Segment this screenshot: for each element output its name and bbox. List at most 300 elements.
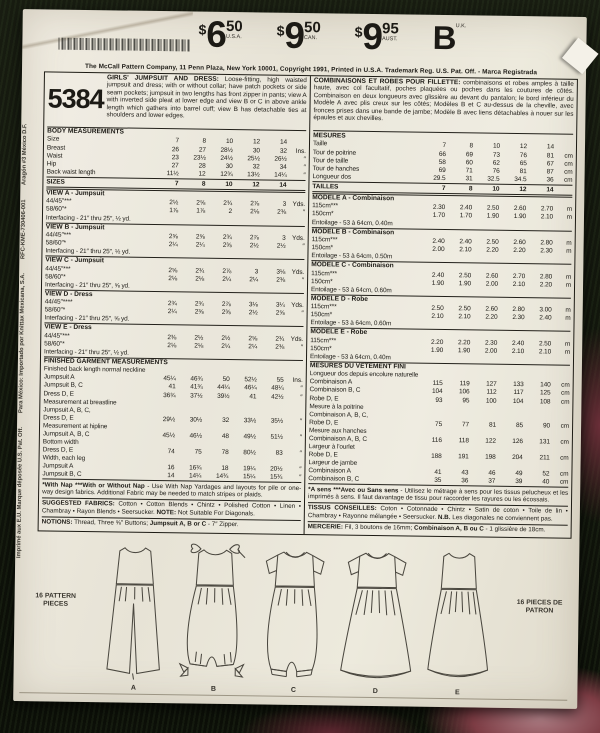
section-header: VIEW A - Jumpsuit <box>46 188 305 201</box>
row-value: 2⅛ <box>194 342 204 350</box>
row-value: 2 <box>228 208 233 216</box>
row-label: Tour de poitrine <box>312 148 357 157</box>
paragraph-text: Not Suitable For Diagonals. <box>176 509 255 518</box>
row-value: 77 <box>462 420 470 428</box>
section-header: VIEW D - Dress <box>45 289 304 302</box>
row-value: 2.50 <box>458 305 471 313</box>
row-unit: ″ <box>299 449 302 457</box>
row-value: 2.80 <box>539 272 553 281</box>
row-unit: cm <box>560 454 569 462</box>
row-value: 133 <box>513 381 524 389</box>
paragraph-text: - Utilisez le métrage à sens pour les tissus pelucheux et les imprimés à sens. Il faut davantage de tissu pour raccorder les rayures ou les écossais. <box>308 486 569 504</box>
row-label: Taille <box>312 140 328 148</box>
row-value: 27 <box>171 161 179 169</box>
row-value: 36 <box>546 176 554 184</box>
row-value: 122 <box>485 437 496 445</box>
price-cents: 95 <box>382 20 399 38</box>
row-value: 2.60 <box>513 238 526 247</box>
price-region: U.S.A. <box>225 33 242 41</box>
row-value: 7 <box>175 137 180 145</box>
french-tables <box>308 132 574 536</box>
row-value: 2.00 <box>432 245 445 254</box>
row-value: 42½ <box>271 393 284 401</box>
section-header: BODY MEASUREMENTS <box>47 127 125 136</box>
row-label: 115cm*** <box>310 336 337 345</box>
row-value: 66 <box>438 150 446 158</box>
row-unit: ″ <box>299 473 302 482</box>
pattern-envelope <box>13 9 587 709</box>
row-value: 33½ <box>243 416 257 425</box>
dollar-sign: $ <box>276 22 285 39</box>
row-value: 35 <box>434 476 442 484</box>
row-value: 69 <box>438 166 446 174</box>
row-value: 29½ <box>162 415 176 423</box>
row-unit: cm <box>560 438 569 446</box>
row-value: 36 <box>461 477 469 485</box>
row-label: Combinaison B, C <box>309 386 361 395</box>
row-value: 2¼ <box>167 308 177 316</box>
row-value: 2¾ <box>275 335 285 343</box>
row-value: 65 <box>519 159 527 167</box>
row-value: 2½ <box>276 242 286 250</box>
row-value: 2¾ <box>222 233 232 242</box>
row-label: 115cm*** <box>311 269 338 278</box>
row-value: 20½ <box>270 465 283 473</box>
row-value: 52 <box>542 470 550 478</box>
sketch-label-a: A <box>130 684 136 692</box>
description-lead: COMBINAISONS ET ROBES POUR FILLETTE: <box>313 77 461 87</box>
row-value: 23 <box>171 153 179 161</box>
row-label: Dress D, E <box>42 446 74 454</box>
row-value: 46 <box>488 469 496 477</box>
row-label: 58/60″* <box>45 239 67 247</box>
row-label: 150cm* <box>311 244 334 252</box>
row-value: 2.50 <box>431 304 444 313</box>
row-value: 2⅛ <box>195 275 205 283</box>
row-value: 2⅝ <box>196 199 206 208</box>
garment-sketch-c <box>256 542 332 695</box>
french-column <box>305 76 577 538</box>
row-value: 127 <box>486 380 497 389</box>
row-value: 34.5 <box>514 175 527 183</box>
row-value: 14 <box>279 139 288 147</box>
table-note: Largeur de jambe <box>308 459 358 467</box>
row-value: 12 <box>519 185 527 194</box>
section-header: VIEW C - Jumpsuit <box>45 256 304 269</box>
row-value: 10 <box>225 180 233 188</box>
row-value: 2⅝ <box>168 233 178 241</box>
row-value: 3 <box>254 267 259 275</box>
row-value: 2¾ <box>195 267 205 275</box>
section-header: VIEW E - Dress <box>44 323 303 336</box>
table-note: Measurement at breastline <box>43 398 117 407</box>
row-value: 39½ <box>217 392 230 400</box>
row-value: 12 <box>252 138 261 146</box>
table-note: Mesure à la poitrine <box>309 402 364 411</box>
row-value: 1.90 <box>513 213 527 221</box>
row-label: Tour de hanches <box>312 164 360 173</box>
footnote-paragraph <box>308 521 568 536</box>
row-value: 41 <box>434 468 442 476</box>
row-value: 3⅛ <box>248 301 258 309</box>
row-unit: cm <box>564 176 573 184</box>
row-value: 2½ <box>194 334 204 342</box>
row-label: Combinaison A <box>309 378 353 387</box>
row-label: Combinaison B, C <box>308 475 360 483</box>
row-label: 44/45″*** <box>45 231 72 239</box>
table-note: Width, each leg <box>42 454 86 462</box>
row-unit: m <box>564 340 571 348</box>
row-value: 67 <box>546 160 554 168</box>
row-value: 2.50 <box>486 204 500 213</box>
row-value: 126 <box>512 437 523 445</box>
row-value: 2.40 <box>459 204 473 212</box>
row-label: Combinaison A, B, C <box>308 434 368 443</box>
price-amount: 9 <box>284 14 304 57</box>
row-value: 31 <box>465 175 473 183</box>
copyright-line: The McCall Pattern Company, 11 Penn Plaza, New York 10001, Copyright 1991, Printed in U.S.A. Trademark Reg. U.S. Pat. Off. - Marca Registrada <box>85 62 538 77</box>
row-value: 2.50 <box>458 271 472 279</box>
row-value: 2⅞ <box>222 267 232 275</box>
row-label: Waist <box>46 152 63 160</box>
row-value: 52½ <box>244 376 257 384</box>
row-value: 104 <box>431 388 443 396</box>
row-value: 3¼ <box>275 301 285 309</box>
row-value: 1.90 <box>457 347 471 355</box>
row-value: 2.10 <box>458 313 471 321</box>
section-header: FINISHED GARMENT MEASUREMENTS <box>44 356 303 369</box>
row-value: 2.50 <box>486 238 499 246</box>
table-note: Interfacing - 21″ thru 25″, ⅝ yd. <box>44 281 130 290</box>
sketch-label-b: B <box>210 685 216 693</box>
row-value: 2¾ <box>167 300 177 308</box>
row-value: 11½ <box>166 169 179 178</box>
row-value: 26 <box>171 145 179 153</box>
row-value: 29.5 <box>433 174 446 182</box>
row-value: 2.40 <box>432 237 445 245</box>
table-note: Finished back length normal neckline <box>43 365 146 375</box>
row-value: 75 <box>435 420 443 428</box>
row-value: 16 <box>167 464 175 472</box>
row-value: 41 <box>249 392 257 400</box>
paragraph-text: - 7″ Zipper. <box>206 520 239 529</box>
row-value: 2.20 <box>457 338 471 347</box>
row-value: 35½ <box>270 417 284 425</box>
row-unit: cm <box>560 422 570 430</box>
row-value: 204 <box>512 453 523 461</box>
garment-figures <box>85 539 507 697</box>
row-value: 2.00 <box>484 347 498 355</box>
row-value: 2.80 <box>512 306 525 314</box>
price-amount: 9 <box>362 15 382 58</box>
dollar-sign: $ <box>198 21 207 38</box>
row-unit: ″ <box>299 465 302 473</box>
row-value: 112 <box>486 389 497 397</box>
sketch-label-e: E <box>454 689 460 697</box>
paragraph-text: Thread, Three ⅝″ Buttons; <box>72 519 150 528</box>
row-unit: Yds. <box>290 335 304 343</box>
row-value: 13½ <box>247 171 260 179</box>
row-value: 49½ <box>243 432 256 441</box>
row-value: 39 <box>515 478 523 486</box>
paragraph-text: Combinaison A, B ou C <box>414 524 484 533</box>
row-value: 34 <box>279 163 287 171</box>
row-unit: cm <box>560 398 570 406</box>
row-value: 69 <box>465 150 473 158</box>
row-unit: Yds. <box>292 201 306 209</box>
row-value: 2⅞ <box>250 200 260 208</box>
row-unit: cm <box>564 160 573 168</box>
table-note: Measurement at hipline <box>42 422 108 431</box>
row-value: 2.30 <box>484 339 498 347</box>
table-note: Entoilage - 53 à 64cm, 0.60m <box>310 285 392 295</box>
sketch-label-c: C <box>290 687 296 695</box>
row-unit: ″ <box>300 343 304 351</box>
row-value: 2⅜ <box>221 309 231 317</box>
sketch-label-d: D <box>372 688 378 696</box>
paragraph-text: NOTIONS: <box>41 518 73 527</box>
row-value: 46¾ <box>190 375 203 383</box>
row-value: 19¼ <box>243 465 256 473</box>
row-value: 2.70 <box>540 205 554 213</box>
row-unit: ″ <box>299 417 303 425</box>
row-value: 131 <box>539 438 550 446</box>
row-value: 108 <box>539 397 551 406</box>
row-value: 12¾ <box>220 170 233 178</box>
row-value: 10 <box>492 143 501 151</box>
garment-sketch-b <box>176 540 252 693</box>
row-value: 1.90 <box>431 279 445 287</box>
row-value: 80½ <box>243 449 256 457</box>
description-body: Loose-fitting, high waisted jumpsuit and dress; with or without collar; have patch pockets or side seam pockets; jumpsuit in two lengths has front zipper in pants; view A with inverted side pleat at lower edge and view B or C in above ankle length which gathers into barrel cuff; view B has detachable ties at shoulders and lower edges. <box>106 75 307 120</box>
row-value: 71 <box>465 166 473 175</box>
pattern-number: 5384 <box>47 83 104 115</box>
price-region: AUST. <box>381 36 398 43</box>
row-value: 2⅜ <box>194 308 204 316</box>
row-unit: m <box>565 273 572 281</box>
row-value: 75 <box>194 448 202 456</box>
row-label: 150cm* <box>311 277 333 286</box>
row-label: SIZES <box>46 178 65 186</box>
section-header: MODELE E - Robe <box>310 327 570 340</box>
row-value: 2⅝ <box>248 335 258 343</box>
row-unit: cm <box>559 470 569 478</box>
price-uk <box>432 18 467 57</box>
row-value: 30 <box>252 146 260 154</box>
row-value: 30½ <box>189 416 203 424</box>
row-value: 2.20 <box>486 246 499 254</box>
row-value: 60 <box>465 158 473 166</box>
row-value: 119 <box>459 380 470 388</box>
row-value: 15¼ <box>242 473 256 481</box>
barcode <box>58 38 190 52</box>
row-value: 12 <box>252 181 260 189</box>
row-value: 74 <box>167 447 175 456</box>
row-value: 46½ <box>189 432 202 440</box>
row-value: 40 <box>542 478 550 486</box>
row-value: 8 <box>201 180 206 188</box>
row-value: 2½ <box>248 309 258 317</box>
paragraph-text: - 1 glissière de 18cm. <box>483 525 546 534</box>
table-note: Longueur dos depuis encolure naturelle <box>309 370 419 379</box>
row-value: 1.70 <box>459 212 473 220</box>
paragraph-text: MERCERIE: <box>307 523 344 531</box>
description-body: combinaisons et robes amples à taille haute, avec col facultatif, poches plaquées ou poches dans les coutures de côtés. Combinaison en deux longueurs avec glissière au devant du pantalon; le bord inférieur du Modèle A avec plis creux sur les côtés; Modèles B et C au-dessus de la cheville, avec fronces prises dans une bande de jambe; Modèle B avec liens détachables à nouer sur les épaules et aux chevilles. <box>313 79 574 123</box>
row-value: 49 <box>515 469 523 478</box>
section-header: MODELE C - Combinaison <box>311 260 571 273</box>
table-note: Entoilage - 53 à 64cm, 0.60m <box>310 319 392 328</box>
side-imprint-segment: RFC-KME-730406-001 <box>20 199 28 259</box>
row-value: 2.60 <box>485 272 499 280</box>
row-label: 44/45″*** <box>46 197 72 206</box>
price-can <box>276 14 321 57</box>
row-label: Size <box>46 135 60 144</box>
row-value: 2.50 <box>538 340 552 348</box>
row-label: Dress D, E <box>43 389 74 398</box>
row-value: 2⅜ <box>275 343 285 351</box>
row-label: 150cm* <box>310 344 332 353</box>
row-value: 3.00 <box>539 306 552 314</box>
row-value: 14¼ <box>188 472 202 480</box>
row-value: 2½ <box>169 199 179 207</box>
row-value: 28 <box>198 162 206 170</box>
row-value: 2.10 <box>540 213 554 221</box>
row-value: 8 <box>469 142 474 150</box>
row-value: 2.10 <box>459 246 472 254</box>
english-column <box>39 72 311 534</box>
measurement-table <box>38 71 578 539</box>
table-note: Entoilage - 53 à 64cm, 0.40m <box>309 353 391 362</box>
row-label: 58/60″* <box>45 273 66 281</box>
row-unit: ″ <box>300 393 303 401</box>
footnote-paragraph <box>42 516 301 531</box>
row-value: 36¾ <box>163 391 176 399</box>
row-value: 45¼ <box>163 375 176 383</box>
row-unit: m <box>566 247 572 255</box>
row-value: 2.20 <box>430 338 444 346</box>
paragraph-text: *A sens ***Avec ou Sans sens <box>308 485 399 494</box>
garment-sketch-d <box>336 543 416 696</box>
paragraph-text: *With Nap ***With or Without Nap <box>42 481 145 490</box>
row-value: 14 <box>546 186 554 194</box>
row-value: 117 <box>513 389 524 397</box>
row-value: 2⅝ <box>168 266 178 274</box>
table-note: Interfacing - 21″ thru 25″, ½ yd. <box>45 247 131 256</box>
row-unit: Ins. <box>292 377 303 385</box>
row-label: 115cm*** <box>312 202 339 210</box>
row-value: 10 <box>225 138 234 146</box>
row-label: Jumpsuit B, C <box>43 381 83 390</box>
garment-sketch-e <box>420 544 496 697</box>
paragraph-text: NOTE: <box>156 508 177 517</box>
row-value: 14¾ <box>215 472 229 481</box>
table-note: Combinaison A, B, C, <box>309 410 369 419</box>
row-label: 44/45″**** <box>44 298 73 306</box>
row-unit: m <box>566 206 573 214</box>
row-value: 10 <box>492 185 500 193</box>
row-unit: m <box>564 348 571 356</box>
row-unit: cm <box>559 478 569 486</box>
row-value: 90 <box>543 422 551 430</box>
row-value: 115 <box>432 380 443 388</box>
row-value: 1.90 <box>458 279 472 288</box>
row-unit: cm <box>564 152 573 160</box>
row-label: 58/60″* <box>44 306 66 314</box>
row-label: Robe D, E <box>309 394 339 403</box>
row-unit: m <box>565 314 571 323</box>
row-value: 2¼ <box>195 241 205 249</box>
row-value: 76 <box>492 167 500 175</box>
row-unit: ″ <box>303 163 306 171</box>
row-value: 2⅛ <box>168 274 178 282</box>
row-value: 2⅝ <box>275 309 285 318</box>
garment-description-fr <box>313 77 574 135</box>
row-value: 15¾ <box>269 473 283 481</box>
price-letter: B <box>432 18 455 57</box>
row-value: 14 <box>546 143 555 151</box>
row-value: 2.60 <box>513 205 527 213</box>
row-unit: m <box>566 214 573 222</box>
row-unit: m <box>565 281 572 289</box>
row-value: 188 <box>431 452 442 460</box>
paragraph-text: N.B. <box>437 513 451 521</box>
side-imprint-segment: Aragón #3 México D.F. <box>21 123 29 186</box>
row-value: 3⅛ <box>276 268 286 276</box>
row-value: 3 <box>282 234 286 242</box>
section-header: MESURES <box>313 132 346 140</box>
row-value: 76 <box>519 151 527 159</box>
price-header <box>30 15 579 69</box>
row-value: 2.40 <box>539 314 552 322</box>
row-value: 2.40 <box>511 339 525 347</box>
row-value: 2.30 <box>540 247 553 255</box>
row-label: 115cm*** <box>311 236 338 244</box>
row-label: Robe D, E <box>309 418 339 427</box>
row-value: 2.20 <box>513 247 526 255</box>
row-value: 2.20 <box>539 280 553 289</box>
row-label: Breast <box>46 143 66 152</box>
row-value: 1⅞ <box>169 207 179 215</box>
paragraph-text: Jumpsuit A, B or C <box>149 520 207 528</box>
row-value: 2¼ <box>168 241 178 249</box>
row-value: 41 <box>168 383 176 391</box>
row-value: 116 <box>431 436 442 444</box>
row-unit: ″ <box>303 171 306 179</box>
row-value: 32 <box>279 147 287 155</box>
row-value: 2¾ <box>194 300 204 308</box>
section-header: MODELE B - Combinaison <box>312 227 572 240</box>
row-value: 7 <box>174 180 179 188</box>
row-value: 73 <box>492 151 500 159</box>
description-lead: GIRLS' JUMPSUIT AND DRESS: <box>106 74 219 83</box>
table-note: Interfacing - 21″ thru 25″, ½ yd. <box>45 214 131 223</box>
row-value: 2⅜ <box>277 209 287 217</box>
row-value: 100 <box>485 397 497 405</box>
row-value: 2⅜ <box>167 333 177 342</box>
row-value: 104 <box>512 397 524 405</box>
dollar-sign: $ <box>354 23 363 40</box>
section-header: MESURES DU VETEMENT FINI <box>310 361 570 374</box>
row-value: 2⅛ <box>167 341 177 350</box>
row-value: 2¾ <box>223 200 233 208</box>
table-note: Entoilage - 53 à 64cm, 0.50m <box>311 252 393 261</box>
row-unit: m <box>565 306 571 314</box>
row-value: 81 <box>519 167 527 175</box>
row-value: 198 <box>485 453 496 461</box>
row-value: 32 <box>222 416 230 424</box>
row-value: 2.30 <box>512 314 525 322</box>
row-value: 48 <box>221 432 229 440</box>
